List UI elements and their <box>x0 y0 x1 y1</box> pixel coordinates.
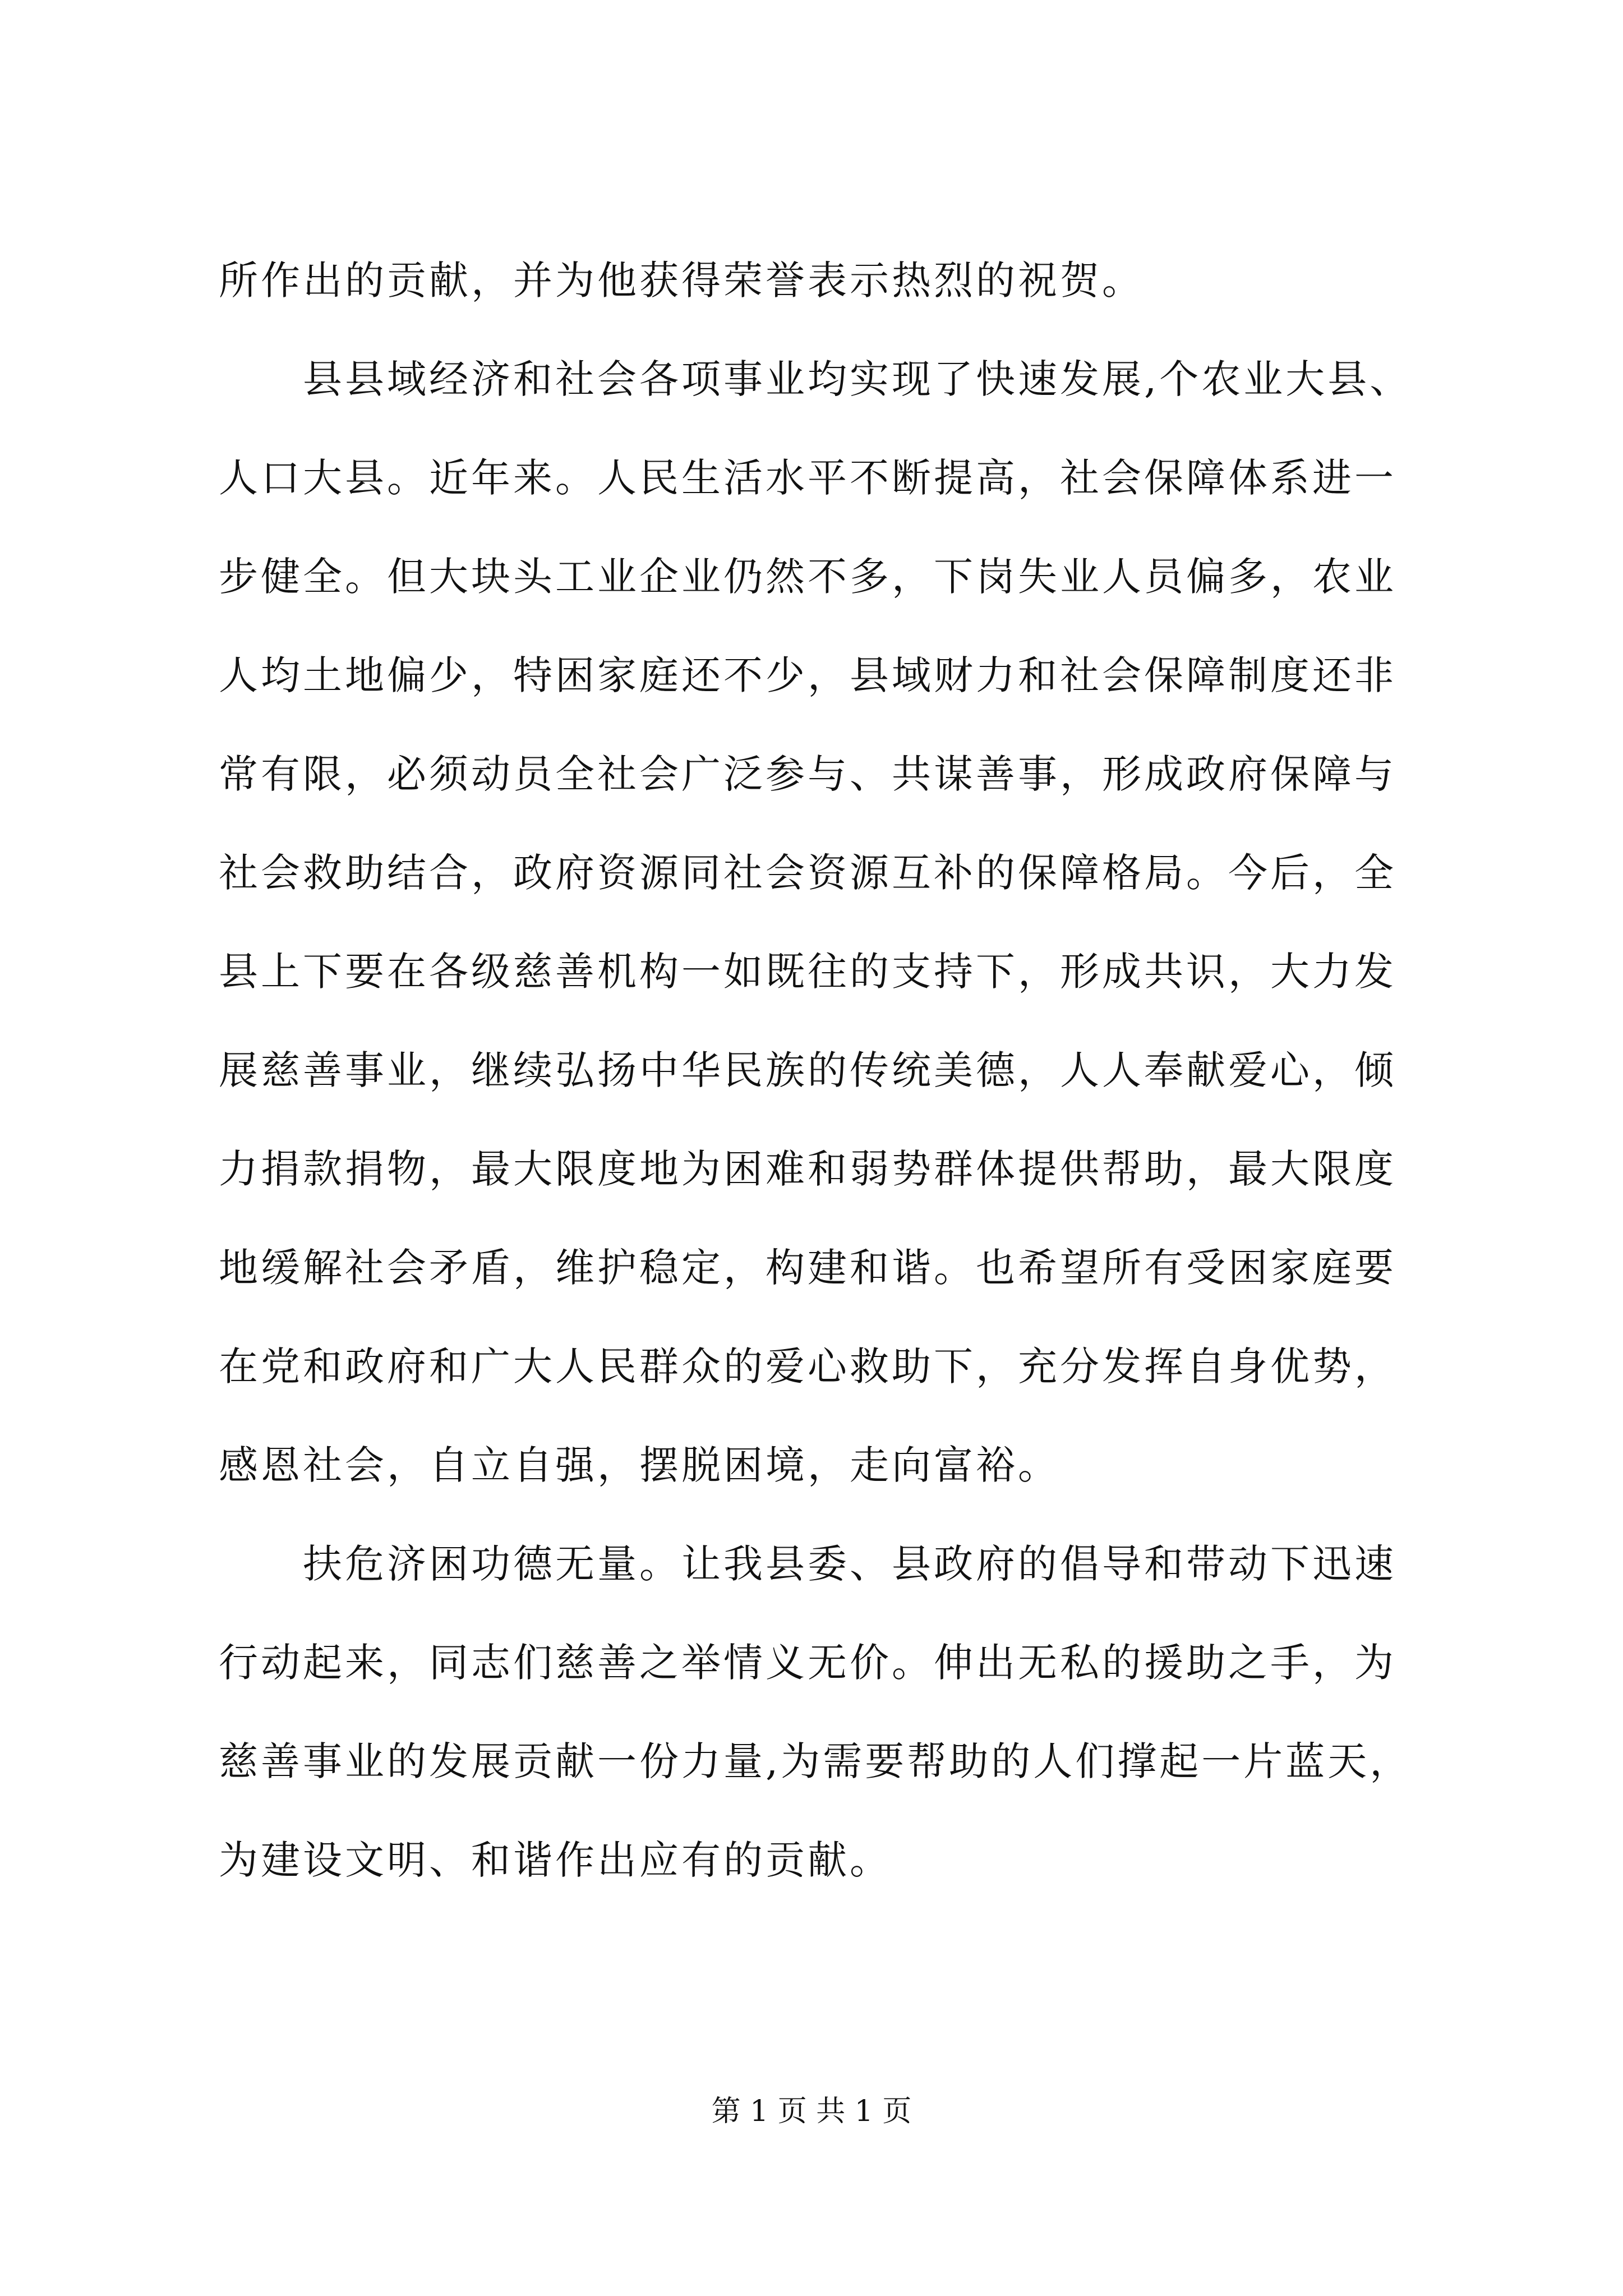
text-line-10: 力捐款捐物，最大限度地为困难和弱势群体提供帮助，最大限度 <box>219 1146 1396 1192</box>
text-line-2: 县县域经济和社会各项事业均实现了快速发展,个农业大县、 <box>303 356 1412 402</box>
text-line-1: 所作出的贡献，并为他获得荣誉表示热烈的祝贺。 <box>219 257 1144 303</box>
text-line-7: 社会救助结合，政府资源同社会资源互补的保障格局。今后，全 <box>219 850 1396 896</box>
text-line-15: 行动起来，同志们慈善之举情义无价。伸出无私的援助之手，为 <box>219 1640 1396 1686</box>
text-line-13: 感恩社会，自立自强，摆脱困境，走向富裕。 <box>219 1442 1060 1488</box>
text-line-5: 人均土地偏少，特困家庭还不少，县域财力和社会保障制度还非 <box>219 652 1396 698</box>
text-line-8: 县上下要在各级慈善机构一如既往的支持下，形成共识，大力发 <box>219 949 1396 995</box>
text-line-3: 人口大县。近年来。人民生活水平不断提高，社会保障体系进一 <box>219 455 1396 501</box>
text-line-4: 步健全。但大块头工业企业仍然不多，下岗失业人员偏多，农业 <box>219 554 1396 600</box>
text-line-12: 在党和政府和广大人民群众的爱心救助下，充分发挥自身优势， <box>219 1343 1396 1389</box>
text-line-14: 扶危济困功德无量。让我县委、县政府的倡导和带动下迅速 <box>303 1541 1396 1587</box>
text-line-11: 地缓解社会矛盾，维护稳定，构建和谐。也希望所有受困家庭要 <box>219 1245 1396 1291</box>
text-line-17: 为建设文明、和谐作出应有的贡献。 <box>219 1837 892 1883</box>
text-line-9: 展慈善事业，继续弘扬中华民族的传统美德，人人奉献爱心，倾 <box>219 1047 1396 1093</box>
text-line-6: 常有限，必须动员全社会广泛参与、共谋善事，形成政府保障与 <box>219 751 1396 797</box>
page-footer: 第 1 页 共 1 页 <box>711 2095 912 2128</box>
text-line-16: 慈善事业的发展贡献一份力量,为需要帮助的人们撑起一片蓝天， <box>219 1738 1412 1784</box>
